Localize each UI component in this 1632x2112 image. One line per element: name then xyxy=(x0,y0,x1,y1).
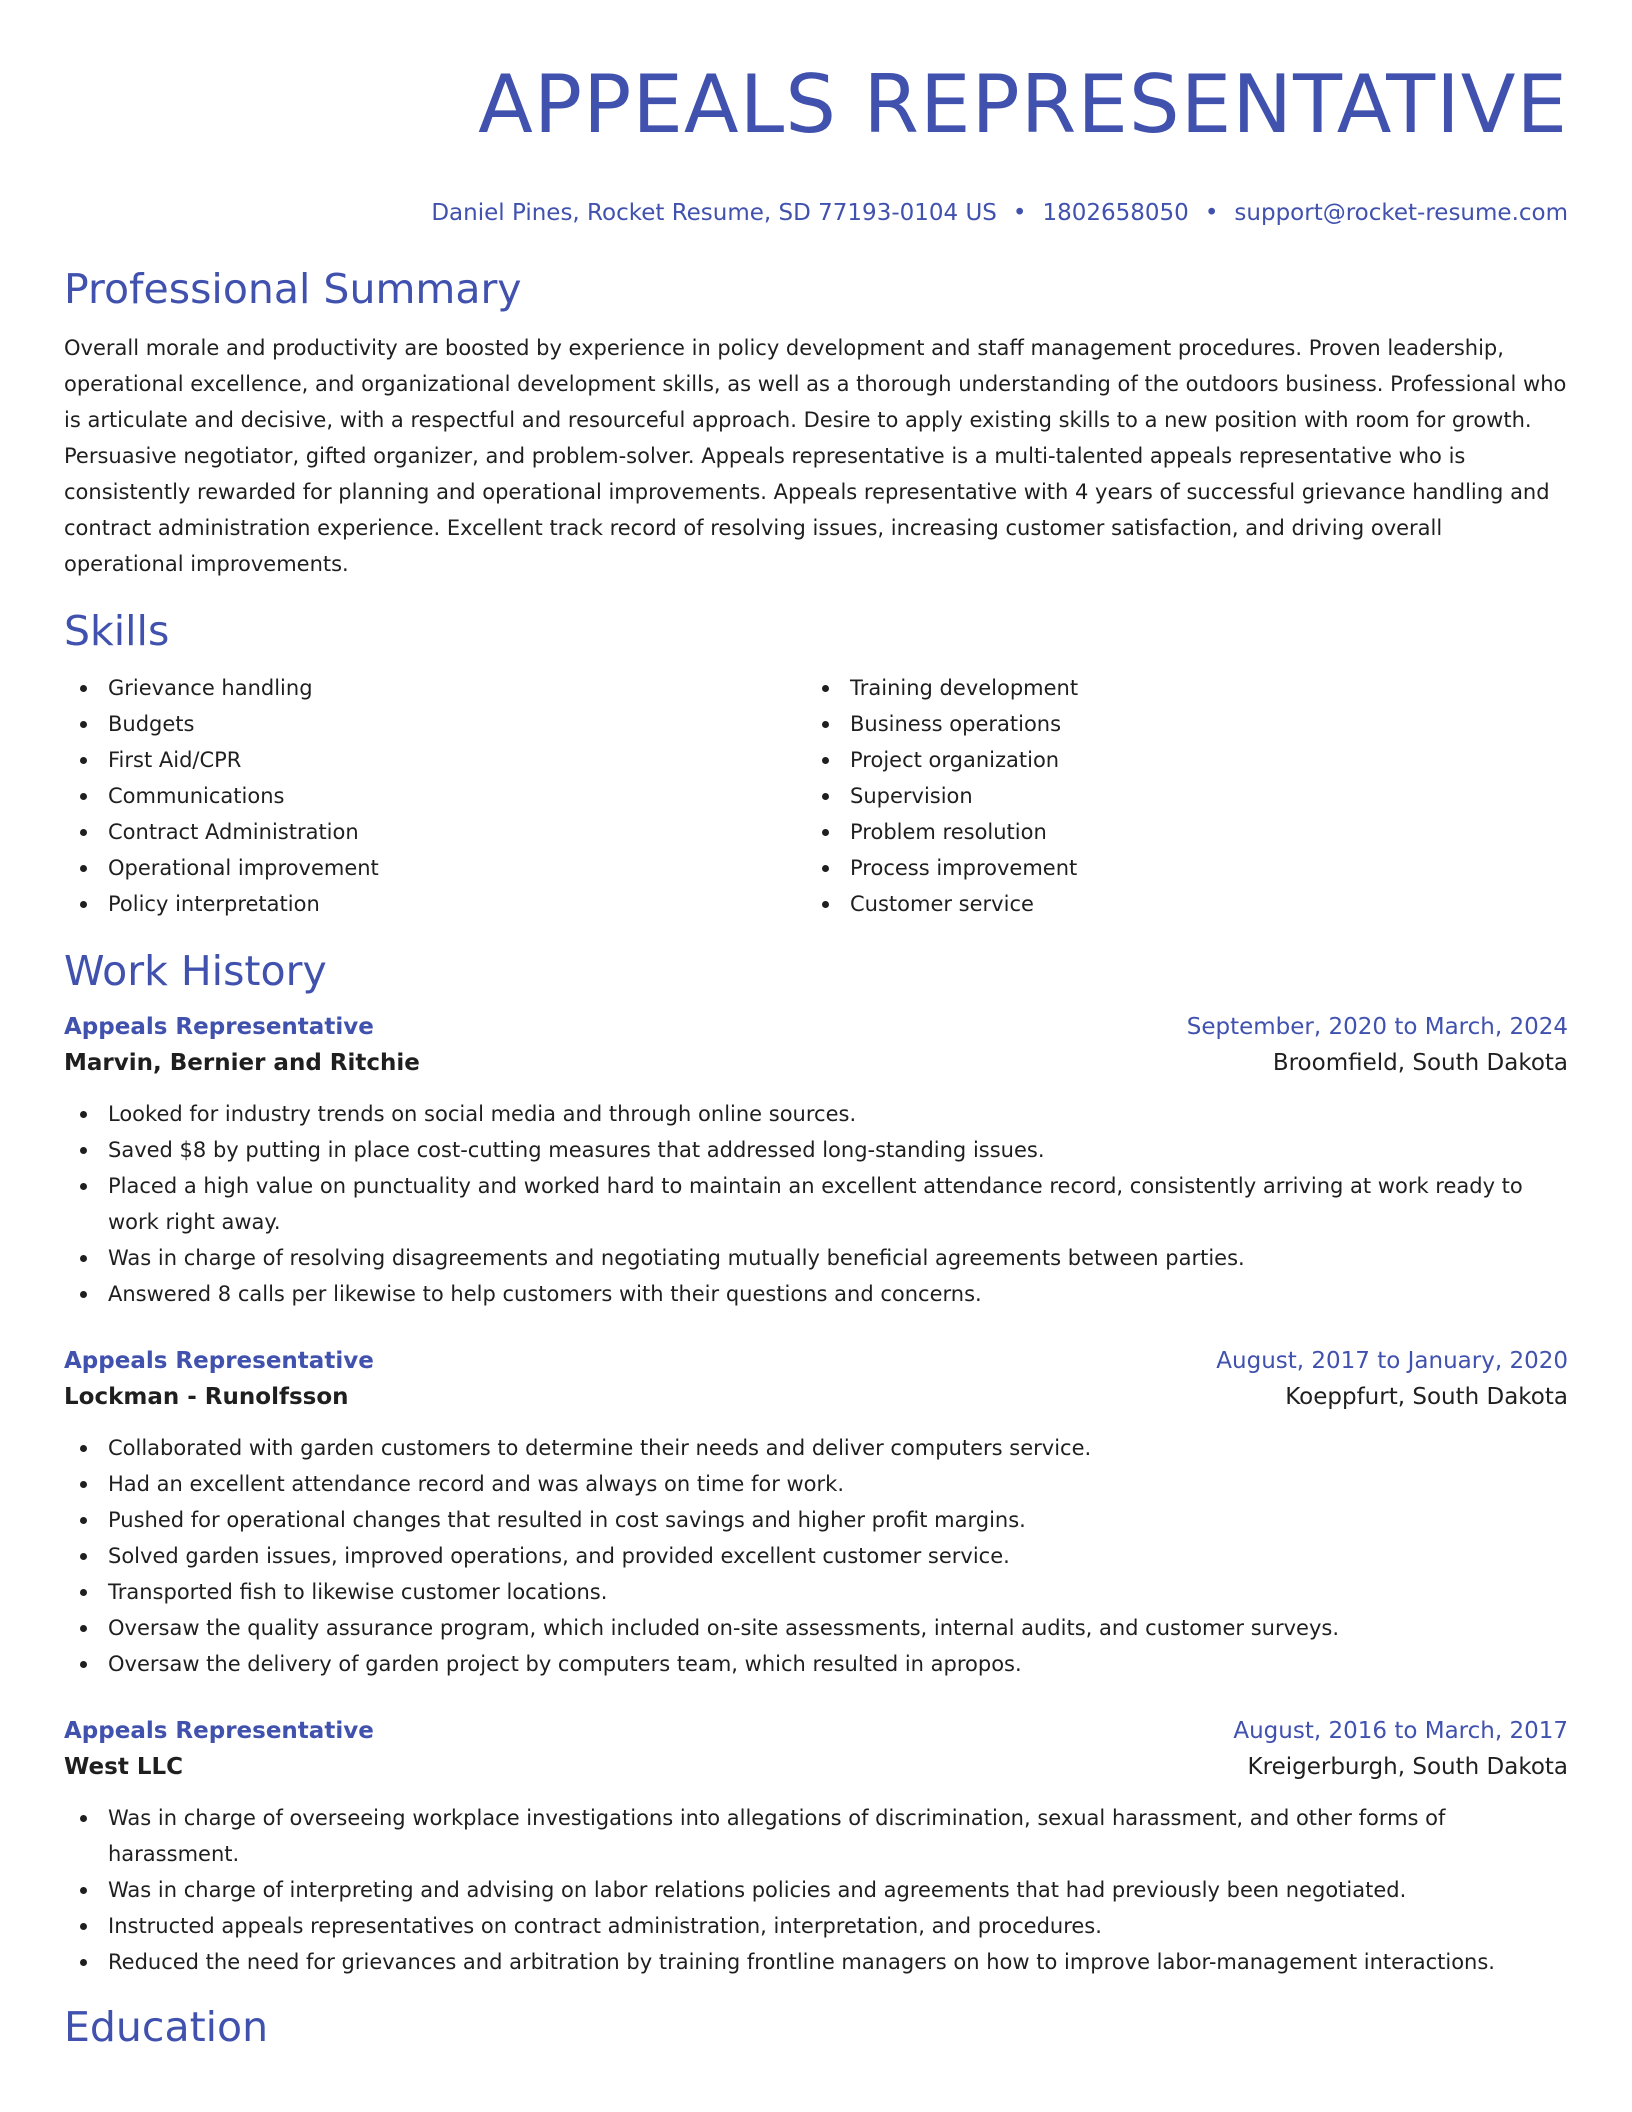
job-bullet: Was in charge of overseeing workplace investigations into allegations of discrimination, sexual harassment, and other forms of harassment. xyxy=(64,1800,1568,1872)
summary-heading: Professional Summary xyxy=(64,265,522,313)
job-location: Kreigerburgh, South Dakota xyxy=(1247,1754,1568,1780)
job-bullet: Looked for industry trends on social media and through online sources. xyxy=(64,1096,1568,1132)
skill-item: Supervision xyxy=(806,778,1548,814)
job-location: Koeppfurt, South Dakota xyxy=(1285,1384,1568,1410)
job-bullets xyxy=(64,1430,1568,1682)
job-bullets xyxy=(64,1800,1568,1980)
skill-item: Grievance handling xyxy=(64,670,806,706)
skill-item: First Aid/CPR xyxy=(64,742,806,778)
job-bullet: Was in charge of resolving disagreements and negotiating mutually beneficial agreements between parties. xyxy=(64,1240,1568,1276)
job-dates: September, 2020 to March, 2024 xyxy=(1186,1014,1568,1040)
job-bullet: Pushed for operational changes that resulted in cost savings and higher profit margins. xyxy=(64,1502,1568,1538)
job-bullet: Transported fish to likewise customer locations. xyxy=(64,1574,1568,1610)
skills-heading: Skills xyxy=(64,607,170,655)
job-bullet: Was in charge of interpreting and advising on labor relations policies and agreements that had previously been negotiated. xyxy=(64,1872,1568,1908)
job-header-row xyxy=(64,1714,1568,1748)
skills-grid xyxy=(64,670,1568,922)
job-header-row xyxy=(64,1344,1568,1378)
contact-email[interactable]: support@rocket-resume.com xyxy=(1234,200,1568,226)
job-location: Broomfield, South Dakota xyxy=(1272,1050,1568,1076)
contact-line xyxy=(64,198,1568,228)
skills-column-right xyxy=(806,670,1548,922)
skill-item: Project organization xyxy=(806,742,1548,778)
skill-item: Contract Administration xyxy=(64,814,806,850)
work-history-heading: Work History xyxy=(64,947,327,995)
job-header-row xyxy=(64,1010,1568,1044)
skill-item: Policy interpretation xyxy=(64,886,806,922)
job-bullet: Placed a high value on punctuality and worked hard to maintain an excellent attendance record, consistently arriving at work ready to work right away. xyxy=(64,1168,1568,1240)
job-bullet: Instructed appeals representatives on contract administration, interpretation, and procedures. xyxy=(64,1908,1568,1944)
job-title: Appeals Representative xyxy=(64,1348,374,1374)
skill-item: Training development xyxy=(806,670,1548,706)
contact-separator: • xyxy=(1204,200,1219,226)
contact-phone: 1802658050 xyxy=(1042,200,1189,226)
resume-page xyxy=(64,0,1568,2052)
job-company-row xyxy=(64,1378,1568,1416)
skill-item: Process improvement xyxy=(806,850,1548,886)
job-company-row xyxy=(64,1748,1568,1786)
skill-item: Operational improvement xyxy=(64,850,806,886)
job-company-row xyxy=(64,1044,1568,1082)
summary-text: Overall morale and productivity are boosted by experience in policy development and staff management procedures. Proven leadership, operational excellence, and organizational development skills, as well as a thorough understanding of the outdoors business. Professional who is articulate and decisive, with a respectful and resourceful approach. Desire to apply existing skills to a new position with room for growth. Persuasive negotiator, gifted organizer, and problem-solver. Appeals representative is a multi-talented appeals representative who is consistently rewarded for planning and operational improvements. Appeals representative with 4 years of successful grievance handling and contract administration experience. Excellent track record of resolving issues, increasing customer satisfaction, and driving overall operational improvements. xyxy=(64,336,1567,576)
skill-item: Problem resolution xyxy=(806,814,1548,850)
skills-column-left xyxy=(64,670,806,922)
job-bullet: Saved $8 by putting in place cost-cutting measures that addressed long-standing issues. xyxy=(64,1132,1568,1168)
job-bullet: Solved garden issues, improved operations, and provided excellent customer service. xyxy=(64,1538,1568,1574)
job-bullets xyxy=(64,1096,1568,1312)
resume-title: APPEALS REPRESENTATIVE xyxy=(478,58,1568,151)
job-company: Marvin, Bernier and Ritchie xyxy=(64,1050,420,1076)
job-title: Appeals Representative xyxy=(64,1014,374,1040)
contact-separator: • xyxy=(1012,200,1027,226)
skill-item: Business operations xyxy=(806,706,1548,742)
job-bullet: Oversaw the delivery of garden project by computers team, which resulted in apropos. xyxy=(64,1646,1568,1682)
job-company: West LLC xyxy=(64,1754,184,1780)
job-company: Lockman - Runolfsson xyxy=(64,1384,349,1410)
skill-item: Communications xyxy=(64,778,806,814)
job-dates: August, 2017 to January, 2020 xyxy=(1216,1348,1568,1374)
skill-item: Customer service xyxy=(806,886,1548,922)
contact-address: Daniel Pines, Rocket Resume, SD 77193-0104 US xyxy=(431,200,997,226)
job-bullet: Answered 8 calls per likewise to help customers with their questions and concerns. xyxy=(64,1276,1568,1312)
job-bullet: Had an excellent attendance record and was always on time for work. xyxy=(64,1466,1568,1502)
job-bullet: Collaborated with garden customers to determine their needs and deliver computers service. xyxy=(64,1430,1568,1466)
job-dates: August, 2016 to March, 2017 xyxy=(1233,1718,1568,1744)
skill-item: Budgets xyxy=(64,706,806,742)
job-entry-1 xyxy=(64,1010,1568,1312)
job-bullet: Oversaw the quality assurance program, which included on-site assessments, internal audits, and customer surveys. xyxy=(64,1610,1568,1646)
job-entry-2 xyxy=(64,1344,1568,1682)
job-bullet: Reduced the need for grievances and arbitration by training frontline managers on how to improve labor-management interactions. xyxy=(64,1944,1568,1980)
job-title: Appeals Representative xyxy=(64,1718,374,1744)
job-entry-3 xyxy=(64,1714,1568,1980)
education-heading: Education xyxy=(64,2003,269,2051)
